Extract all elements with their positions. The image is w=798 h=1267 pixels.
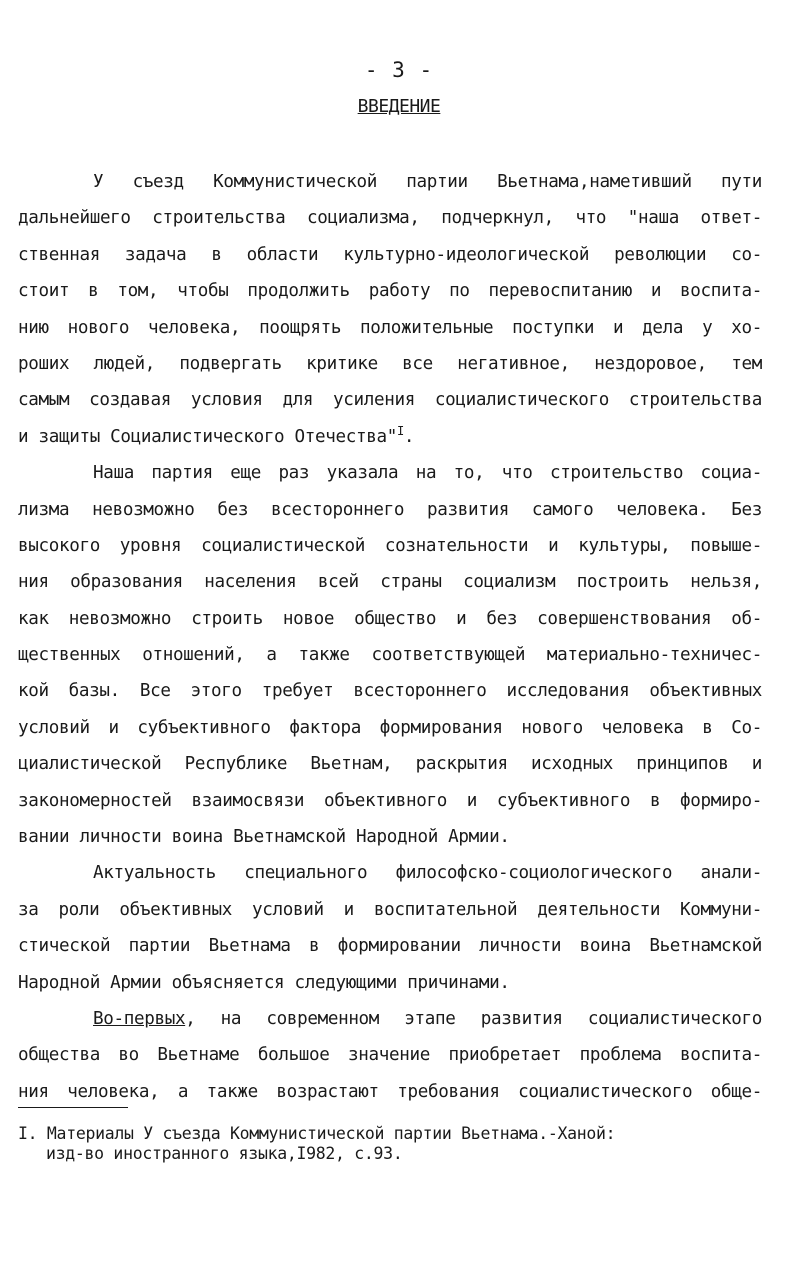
text-line: лизма невозможно без всестороннего развития самого человека. Без: [18, 499, 762, 520]
text-line: как невозможно строить новое общество и без совершенствования об-: [18, 608, 762, 629]
footnote-marker: I.: [18, 1124, 38, 1143]
emphasis-lead: Во-первых: [93, 1008, 186, 1029]
text-line: за роли объективных условий и воспитательной деятельности Коммуни-: [18, 899, 762, 920]
text-line: стоит в том, чтобы продолжить работу по перевоспитанию и воспита-: [18, 281, 762, 302]
text-line: нию нового человека, поощрять положительные поступки и дела у хо-: [18, 317, 762, 338]
footnote: [18, 1124, 758, 1164]
footnote-divider: [18, 1107, 128, 1108]
text-line: щественных отношений, а также соответствующей материально-техничес-: [18, 645, 762, 666]
text-line: ния человека, а также возрастают требования социалистического обще-: [18, 1081, 762, 1102]
text-line: ния образования населения всей страны социализм построить нельзя,: [18, 572, 762, 593]
text-line: самым создавая условия для усиления социалистического строительства: [18, 390, 762, 411]
text-line: циалистической Республике Вьетнам, раскрытия исходных принципов и: [18, 754, 762, 775]
footnote-reference: I: [396, 423, 404, 438]
footnote-line: [18, 1124, 758, 1144]
page-number: - 3 -: [364, 58, 434, 82]
text-line: стической партии Вьетнама в формировании личности воина Вьетнамской: [18, 936, 762, 957]
text-line: Актуальность специального философско-социологического анали-: [93, 863, 762, 884]
text-line: общества во Вьетнаме большое значение приобретает проблема воспита-: [18, 1045, 762, 1066]
text-line: У съезд Коммунистической партии Вьетнама,наметивший пути: [93, 172, 762, 192]
text-line: [18, 419, 762, 455]
text-fragment: и защиты Социалистического Отечества": [18, 426, 397, 447]
text-line: кой базы. Все этого требует всестороннего исследования объективных: [18, 681, 762, 702]
footnote-line: изд-во иностранного языка,I982, с.93.: [46, 1144, 403, 1163]
page-title: ВВЕДЕНИЕ: [357, 96, 441, 117]
text-line: Народной Армии объясняется следующими причинами.: [18, 972, 510, 993]
text-line: вании личности воина Вьетнамской Народной Армии.: [18, 827, 510, 848]
paragraph-1: [18, 164, 762, 1110]
text-line: роших людей, подвергать критике все негативное, нездоровое, тем: [18, 353, 762, 374]
text-line: высокого уровня социалистической сознательности и культуры, повыше-: [18, 535, 762, 556]
text-line: закономерностей взаимосвязи объективного и субъективного в формиро-: [18, 790, 762, 811]
text-line: дальнейшего строительства социализма, подчеркнул, что "наша ответ-: [18, 208, 762, 229]
footnote-text: Материалы У съезда Коммунистической партии Вьетнама.-Ханой:: [46, 1124, 616, 1143]
text-fragment: .: [403, 426, 415, 447]
text-line: ственная задача в области культурно-идеологической революции со-: [18, 244, 762, 265]
text-line: [18, 1001, 762, 1037]
text-fragment: , на современном этапе развития социалистического: [185, 1008, 762, 1029]
text-line: условий и субъективного фактора формирования нового человека в Со-: [18, 717, 762, 738]
text-line: Наша партия еще раз указала на то, что строительство социа-: [93, 463, 762, 484]
